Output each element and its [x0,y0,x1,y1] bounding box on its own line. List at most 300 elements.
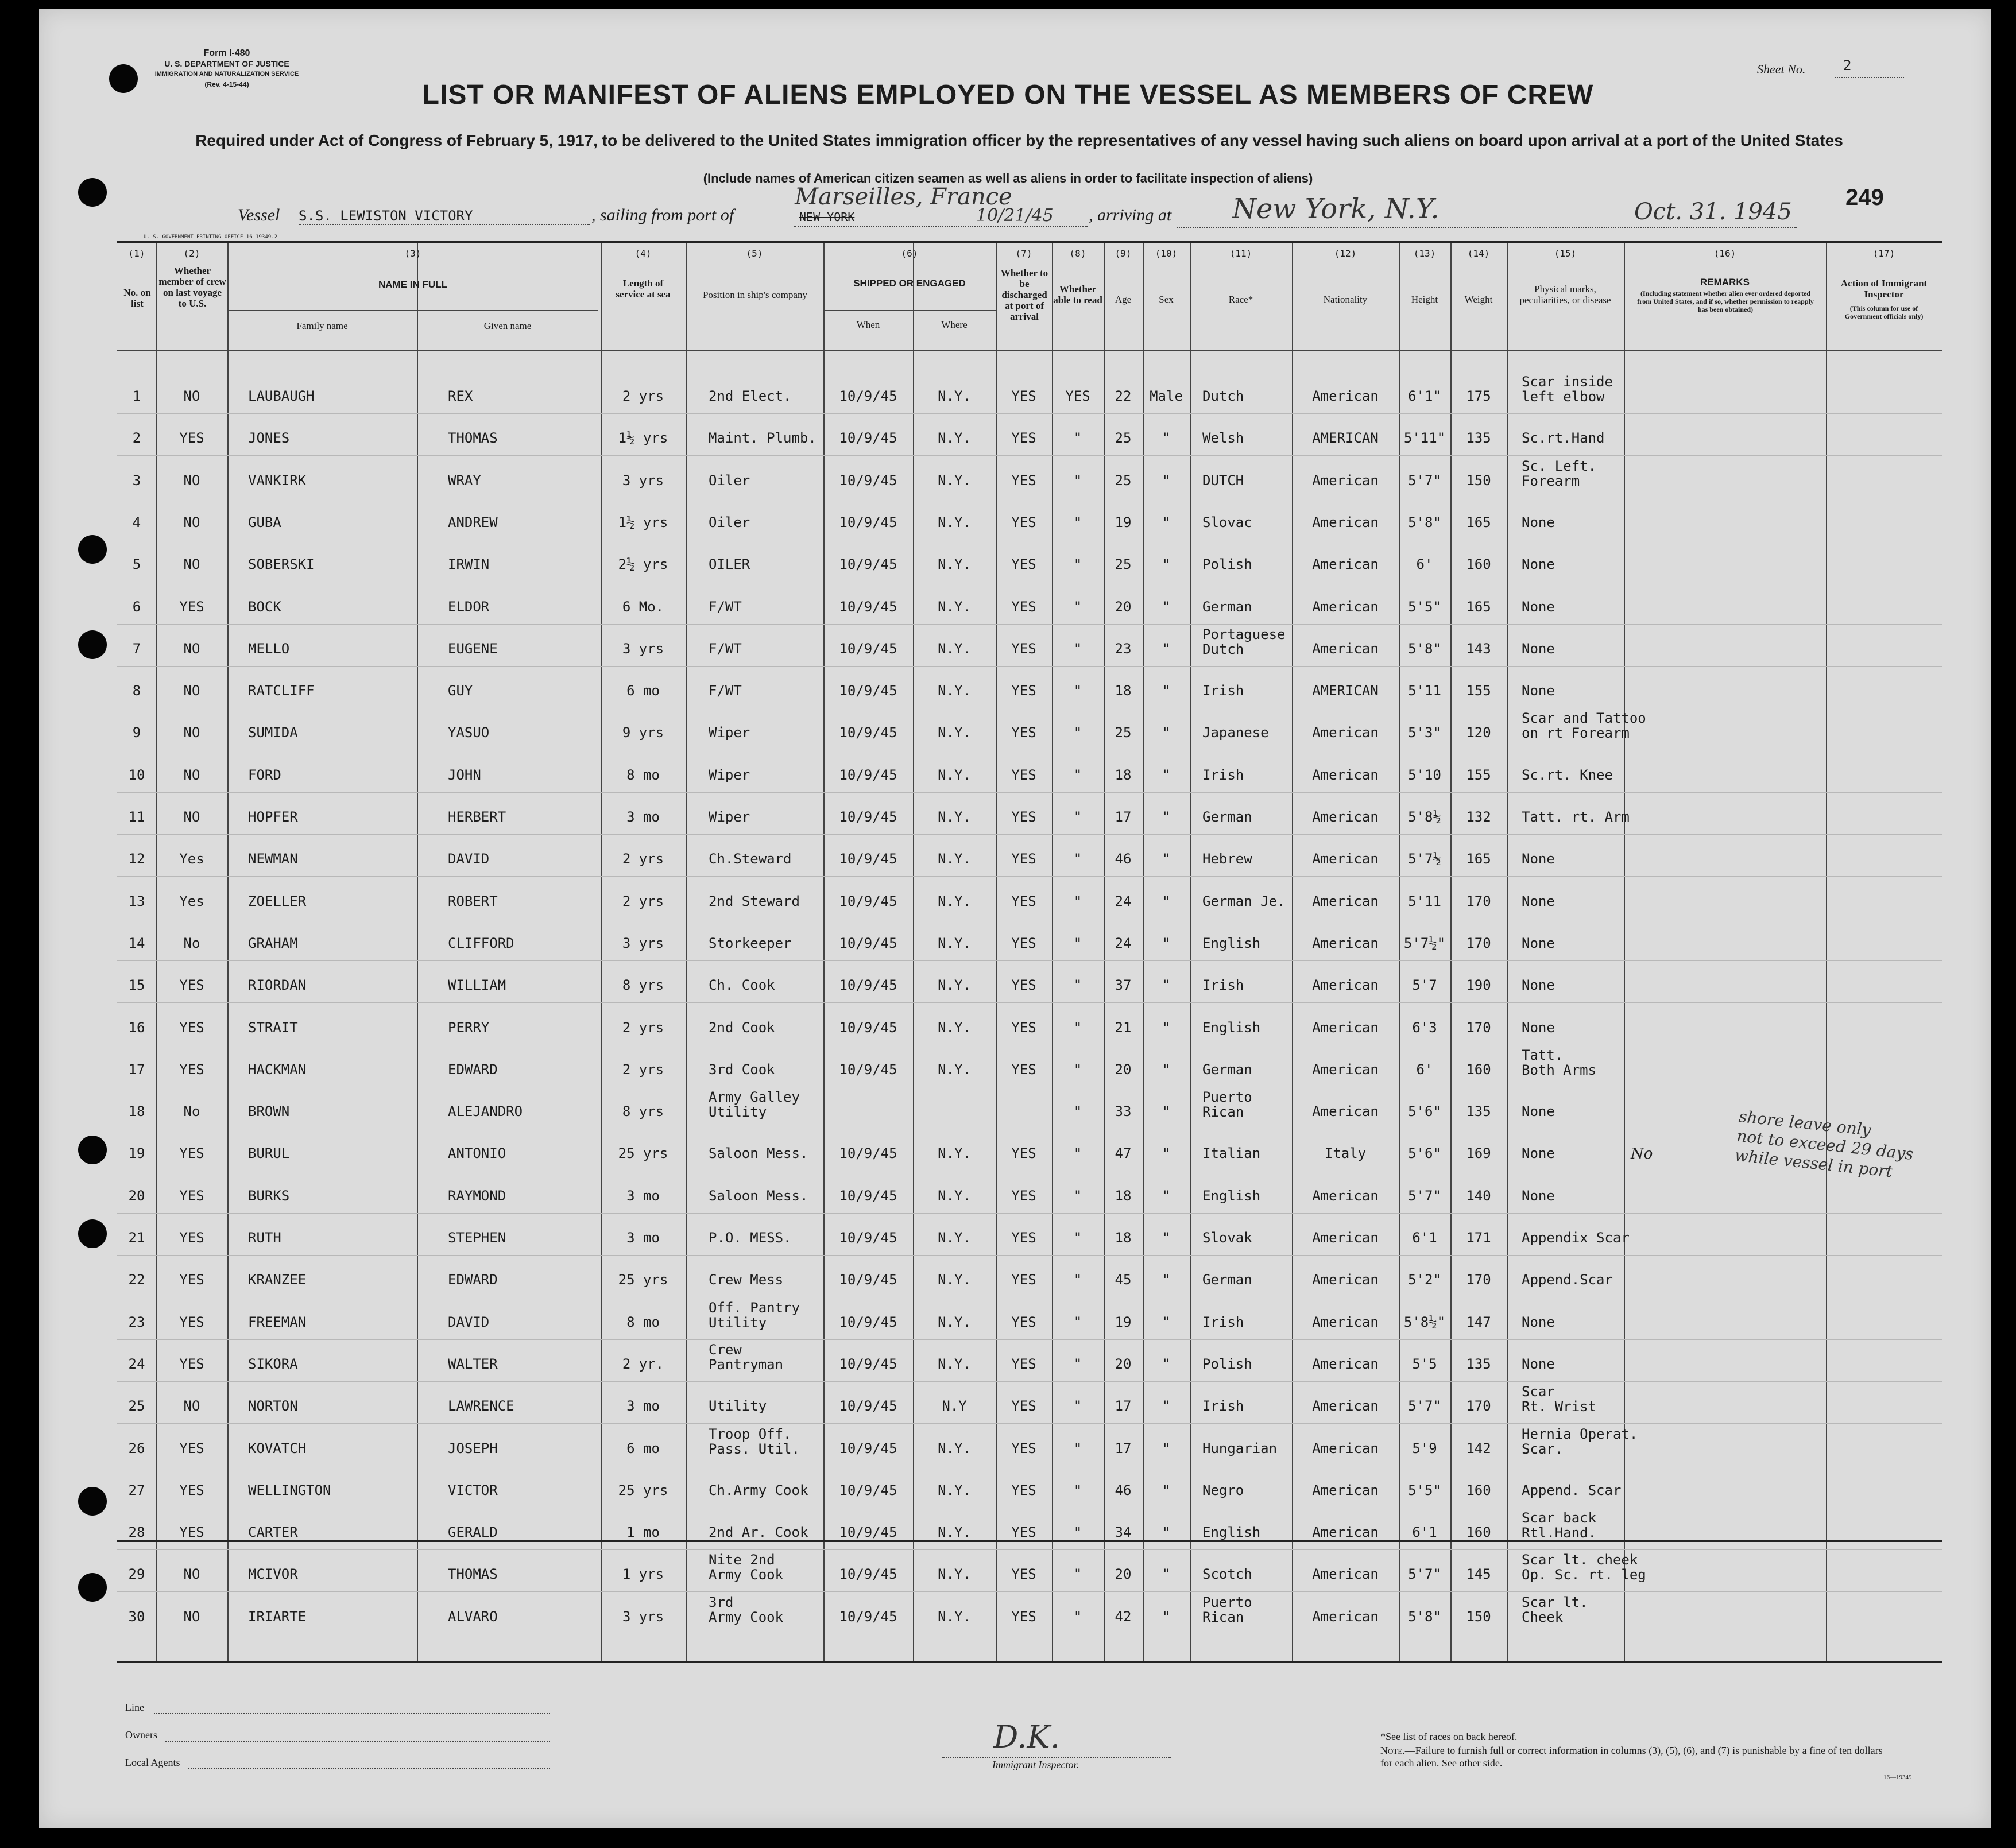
row-27-height: 5'5" [1408,1482,1441,1498]
row-29-where: N.Y. [938,1566,971,1583]
row-27-marks: Append. Scar [1522,1482,1622,1498]
row-6-discharged: YES [1011,598,1036,615]
row-10-family: FORD [248,766,281,783]
row-17-prev: YES [179,1061,204,1078]
row-21-position: P.O. MESS. [709,1230,792,1246]
row-20-nationality: American [1312,1187,1379,1204]
row-21-sex: " [1162,1230,1171,1246]
row-23-age: 19 [1115,1314,1132,1330]
row-6-when: 10/9/45 [839,598,897,615]
row-30-sex: " [1162,1608,1171,1625]
row-13-marks: None [1522,893,1555,909]
row-2-sex: " [1162,430,1171,447]
col3a-header: Family name [296,320,348,331]
row-29-weight: 145 [1466,1566,1491,1583]
row-29-given: THOMAS [448,1566,498,1583]
row-7-weight: 143 [1466,640,1491,657]
row-7-nationality: American [1312,640,1379,657]
row-25-sex: " [1162,1398,1171,1415]
row-3-given: WRAY [448,472,481,489]
arrival-line [1177,227,1797,228]
row-20-discharged: YES [1011,1187,1036,1204]
row-6-race: German [1202,598,1252,615]
row-26-family: KOVATCH [248,1440,307,1456]
row-4-race: Slovac [1202,514,1252,530]
penalty-note-label: Note. [1380,1745,1405,1756]
col13-number: (13) [1413,248,1436,259]
row-27-service: 25 yrs [618,1482,668,1498]
row-5-position: OILER [709,556,750,573]
row-1-where: N.Y. [938,388,971,404]
row-4-discharged: YES [1011,514,1036,530]
row-14-nationality: American [1312,935,1379,951]
row-4-height: 5'8" [1408,514,1441,530]
row-12-when: 10/9/45 [839,851,897,867]
row-3-weight: 150 [1466,472,1491,489]
arrival-port-handwritten: New York, N.Y. [1232,193,1440,225]
row-27-discharged: YES [1011,1482,1036,1498]
row-3-marks: Sc. Left. Forearm [1522,458,1597,489]
row-24-height: 5'5 [1412,1355,1437,1372]
row-19-sex: " [1162,1145,1171,1162]
row-9-position: Wiper [709,725,750,741]
row-9-height: 5'3" [1408,725,1441,741]
row-10-prev: NO [183,766,200,783]
row-29-no: 29 [128,1566,145,1583]
row-29-race: Scotch [1202,1566,1252,1583]
row-10-given: JOHN [448,766,481,783]
row-28-discharged: YES [1011,1524,1036,1541]
row-7-marks: None [1522,640,1555,657]
row-6-marks: None [1522,598,1555,615]
col12-header: Nationality [1323,294,1368,305]
col8-header: Whether able to read [1053,284,1102,305]
row-2-marks: Sc.rt.Hand [1522,430,1605,447]
row-16-prev: YES [179,1019,204,1036]
arriving-label: , arriving at [1089,206,1172,224]
row-26-where: N.Y. [938,1440,971,1456]
row-6-read: " [1073,598,1082,615]
col2-number: (2) [183,248,200,259]
row-5-where: N.Y. [938,556,971,573]
row-17-no: 17 [128,1061,145,1078]
row-25-where: N.Y [942,1398,967,1415]
row-23-when: 10/9/45 [839,1314,897,1330]
row-23-discharged: YES [1011,1314,1036,1330]
row-11-nationality: American [1312,809,1379,825]
page-subtitle: Required under Act of Congress of February 5, 1917, to be delivered to the United States immigration officer by the representatives of any vessel having such aliens on board upon arrival at a port of the United States [195,131,1843,149]
local-agents-field [188,1768,550,1769]
row-7-race: Portaguese Dutch [1202,626,1286,657]
col3-number: (3) [404,248,421,259]
row-6-age: 20 [1115,598,1132,615]
row-10-position: Wiper [709,766,750,783]
row-14-race: English [1202,935,1261,951]
row-8-height: 5'11 [1408,683,1441,699]
row-19-prev: YES [179,1145,204,1162]
row-24-no: 24 [128,1355,145,1372]
row-26-position: Troop Off. Pass. Util. [709,1425,800,1457]
row-19-no: 19 [128,1145,145,1162]
row-25-discharged: YES [1011,1398,1036,1415]
row-14-service: 3 yrs [622,935,664,951]
row-21-when: 10/9/45 [839,1230,897,1246]
row-24-where: N.Y. [938,1355,971,1372]
row-22-prev: YES [179,1272,204,1288]
row-21-family: RUTH [248,1230,281,1246]
row-15-given: WILLIAM [448,977,506,994]
col15-number: (15) [1554,248,1577,259]
row-7-when: 10/9/45 [839,640,897,657]
row-10-marks: Sc.rt. Knee [1522,766,1613,783]
row-8-race: Irish [1202,683,1244,699]
row-7-age: 23 [1115,640,1132,657]
row-26-service: 6 mo [626,1440,660,1456]
row-24-weight: 135 [1466,1355,1491,1372]
col17-number: (17) [1872,248,1895,259]
row-16-when: 10/9/45 [839,1019,897,1036]
row-16-position: 2nd Cook [709,1019,775,1036]
row-30-read: " [1073,1608,1082,1625]
row-10-nationality: American [1312,766,1379,783]
row-10-weight: 155 [1466,766,1491,783]
row-1-family: LAUBAUGH [248,388,315,404]
row-6-prev: YES [179,598,204,615]
row-8-family: RATCLIFF [248,683,315,699]
row-13-nationality: American [1312,893,1379,909]
row-11-read: " [1073,809,1082,825]
row-26-race: Hungarian [1202,1440,1278,1456]
row-11-weight: 132 [1466,809,1491,825]
col11-number: (11) [1229,248,1252,259]
row-30-no: 30 [128,1608,145,1625]
row-23-sex: " [1162,1314,1171,1330]
row-17-race: German [1202,1061,1252,1078]
col1-number: (1) [128,248,145,259]
row-1-race: Dutch [1202,388,1244,404]
row-18-no: 18 [128,1103,145,1120]
row-28-marks: Scar back Rtl.Hand. [1522,1510,1597,1541]
row-30-discharged: YES [1011,1608,1036,1625]
port-handwritten: Marseilles, France [795,184,1012,210]
col6b-header: Where [941,319,968,330]
inclusion-note: (Include names of American citizen seamen as well as aliens in order to facilitate inspection of aliens) [703,171,1313,185]
row-9-where: N.Y. [938,725,971,741]
row-24-race: Polish [1202,1355,1252,1372]
row-10-height: 5'10 [1408,766,1441,783]
row-25-service: 3 mo [626,1398,660,1415]
row-5-read: " [1073,556,1082,573]
row-18-weight: 135 [1466,1103,1491,1120]
row-26-weight: 142 [1466,1440,1491,1456]
row-6-position: F/WT [709,598,742,615]
row-20-marks: None [1522,1187,1555,1204]
row-23-height: 5'8½" [1403,1314,1446,1330]
row-26-given: JOSEPH [448,1440,498,1456]
row-19-given: ANTONIO [448,1145,506,1162]
row-24-nationality: American [1312,1355,1379,1372]
form-number: Form I-480 [203,48,250,58]
row-4-sex: " [1162,514,1171,530]
row-27-no: 27 [128,1482,145,1498]
row-11-age: 17 [1115,809,1132,825]
row-28-weight: 160 [1466,1524,1491,1541]
row-6-where: N.Y. [938,598,971,615]
row-18-age: 33 [1115,1103,1132,1120]
row-7-read: " [1073,640,1082,657]
row-14-where: N.Y. [938,935,971,951]
row-22-service: 25 yrs [618,1272,668,1288]
row-27-when: 10/9/45 [839,1482,897,1498]
row-11-no: 11 [128,809,145,825]
row-5-nationality: American [1312,556,1379,573]
row-20-position: Saloon Mess. [709,1187,808,1204]
row-22-race: German [1202,1272,1252,1288]
sheet-number-line [1835,77,1904,78]
row-30-position: 3rd Army Cook [709,1594,784,1625]
row-8-sex: " [1162,683,1171,699]
row-19-weight: 169 [1466,1145,1491,1162]
row-5-when: 10/9/45 [839,556,897,573]
row-2-given: THOMAS [448,430,498,447]
row-19-read: " [1073,1145,1082,1162]
row-24-sex: " [1162,1355,1171,1372]
row-4-when: 10/9/45 [839,514,897,530]
row-28-nationality: American [1312,1524,1379,1541]
row-25-when: 10/9/45 [839,1398,897,1415]
sailing-date-handwritten: 10/21/45 [976,206,1054,226]
row-rule [117,834,1942,835]
row-8-service: 6 mo [626,683,660,699]
row-20-when: 10/9/45 [839,1187,897,1204]
row-rule [117,960,1942,961]
row-21-service: 3 mo [626,1230,660,1246]
row-12-no: 12 [128,851,145,867]
row-13-position: 2nd Steward [709,893,800,909]
row-3-age: 25 [1115,472,1132,489]
row-3-discharged: YES [1011,472,1036,489]
row-12-nationality: American [1312,851,1379,867]
row-5-service: 2½ yrs [618,556,668,573]
row-18-race: Puerto Rican [1202,1089,1252,1121]
row-16-age: 21 [1115,1019,1132,1036]
row-30-when: 10/9/45 [839,1608,897,1625]
page-title: LIST OR MANIFEST OF ALIENS EMPLOYED ON THE VESSEL AS MEMBERS OF CREW [422,80,1594,110]
row-23-family: FREEMAN [248,1314,307,1330]
row-19-height: 5'6" [1408,1145,1441,1162]
row-20-weight: 140 [1466,1187,1491,1204]
row-13-race: German Je. [1202,893,1286,909]
row-8-discharged: YES [1011,683,1036,699]
row-29-sex: " [1162,1566,1171,1583]
row-rule [117,1002,1942,1003]
row-16-discharged: YES [1011,1019,1036,1036]
row-11-given: HERBERT [448,809,506,825]
row-18-nationality: American [1312,1103,1379,1120]
row-12-prev: Yes [179,851,204,867]
row-29-when: 10/9/45 [839,1566,897,1583]
row-12-position: Ch.Steward [709,851,792,867]
row-4-prev: NO [183,514,200,530]
row-25-family: NORTON [248,1398,298,1415]
row-18-given: ALEJANDRO [448,1103,523,1120]
row-3-family: VANKIRK [248,472,307,489]
row-2-service: 1½ yrs [618,430,668,447]
row-15-family: RIORDAN [248,977,307,994]
row-7-where: N.Y. [938,640,971,657]
row-14-no: 14 [128,935,145,951]
print-code: 16—19349 [1883,1774,1912,1781]
row-17-height: 6' [1416,1061,1433,1078]
shore-leave-note: shore leave only not to exceed 29 days while vessel in port [1733,1107,1915,1181]
row-22-where: N.Y. [938,1272,971,1288]
row-2-nationality: AMERICAN [1312,430,1379,447]
row-2-when: 10/9/45 [839,430,897,447]
row-1-service: 2 yrs [622,388,664,404]
row-7-sex: " [1162,640,1171,657]
row-30-nationality: American [1312,1608,1379,1625]
row-27-sex: " [1162,1482,1171,1498]
row-19-discharged: YES [1011,1145,1036,1162]
col16-number: (16) [1713,248,1736,259]
col8-number: (8) [1069,248,1086,259]
row-21-race: Slovak [1202,1230,1252,1246]
row-15-prev: YES [179,977,204,994]
row-20-where: N.Y. [938,1187,971,1204]
col2-header: Whether member of crew on last voyage to U.S. [158,265,226,309]
row-25-weight: 170 [1466,1398,1491,1415]
row-14-marks: None [1522,935,1555,951]
row-25-age: 17 [1115,1398,1132,1415]
row-16-nationality: American [1312,1019,1379,1036]
row-17-nationality: American [1312,1061,1379,1078]
col3b-header: Given name [483,320,532,331]
row-23-service: 8 mo [626,1314,660,1330]
row-6-height: 5'5" [1408,598,1441,615]
row-22-discharged: YES [1011,1272,1036,1288]
row-7-given: EUGENE [448,640,498,657]
row-25-position: Utility [709,1398,767,1415]
line-label: Line [125,1702,144,1713]
row-9-marks: Scar and Tattoo on rt Forearm [1522,710,1646,742]
row-26-prev: YES [179,1440,204,1456]
row-16-marks: None [1522,1019,1555,1036]
owners-field [165,1741,550,1742]
row-23-where: N.Y. [938,1314,971,1330]
row-3-prev: NO [183,472,200,489]
owners-label: Owners [125,1729,157,1741]
row-22-sex: " [1162,1272,1171,1288]
row-14-prev: No [183,935,200,951]
row-21-read: " [1073,1230,1082,1246]
row-11-service: 3 mo [626,809,660,825]
row-19-position: Saloon Mess. [709,1145,808,1162]
row-14-discharged: YES [1011,935,1036,951]
row-2-height: 5'11" [1403,430,1446,447]
row-1-position: 2nd Elect. [709,388,792,404]
row-21-weight: 171 [1466,1230,1491,1246]
row-16-race: English [1202,1019,1261,1036]
col5-number: (5) [746,248,763,259]
row-17-marks: Tatt. Both Arms [1522,1047,1597,1078]
col15-header: Physical marks, peculiarities, or disease [1519,284,1611,305]
row-20-service: 3 mo [626,1187,660,1204]
row-21-where: N.Y. [938,1230,971,1246]
row-16-where: N.Y. [938,1019,971,1036]
punch-hole [78,1573,107,1602]
row-22-given: EDWARD [448,1272,498,1288]
row-9-sex: " [1162,725,1171,741]
row-27-read: " [1073,1482,1082,1498]
row-1-age: 22 [1115,388,1132,404]
row-15-no: 15 [128,977,145,994]
col10-header: Sex [1159,294,1174,305]
row-2-discharged: YES [1011,430,1036,447]
row-8-no: 8 [132,683,141,699]
row-29-family: MCIVOR [248,1566,298,1583]
row-30-prev: NO [183,1608,200,1625]
row-26-height: 5'9 [1412,1440,1437,1456]
sheet-number: 2 [1843,57,1852,73]
row-15-race: Irish [1202,977,1244,994]
row-17-where: N.Y. [938,1061,971,1078]
row-6-family: BOCK [248,598,281,615]
row-15-weight: 190 [1466,977,1491,994]
row-4-weight: 165 [1466,514,1491,530]
row-20-no: 20 [128,1187,145,1204]
row-12-discharged: YES [1011,851,1036,867]
row-20-family: BURKS [248,1187,290,1204]
row-7-height: 5'8" [1408,640,1441,657]
row-17-service: 2 yrs [622,1061,664,1078]
row-20-race: English [1202,1187,1261,1204]
row-11-marks: Tatt. rt. Arm [1522,809,1630,825]
col14-number: (14) [1467,248,1490,259]
row-28-service: 1 mo [626,1524,660,1541]
form-edition: (Rev. 4-15-44) [204,80,249,88]
row-25-read: " [1073,1398,1082,1415]
row-14-when: 10/9/45 [839,935,897,951]
row-25-prev: NO [183,1398,200,1415]
row-18-read: " [1073,1103,1082,1120]
row-29-prev: NO [183,1566,200,1583]
row-27-family: WELLINGTON [248,1482,331,1498]
row-19-nationality: Italy [1324,1145,1367,1162]
printer-mark: U. S. GOVERNMENT PRINTING OFFICE 16—19349-2 [144,234,277,240]
row-5-prev: NO [183,556,200,573]
row-2-read: " [1073,430,1082,447]
row-16-read: " [1073,1019,1082,1036]
row-17-read: " [1073,1061,1082,1078]
row-26-sex: " [1162,1440,1171,1456]
row-30-family: IRIARTE [248,1608,307,1625]
row-23-read: " [1073,1314,1082,1330]
row-14-position: Storkeeper [709,935,792,951]
row-8-where: N.Y. [938,683,971,699]
row-rule [117,455,1942,456]
row-7-discharged: YES [1011,640,1036,657]
row-2-weight: 135 [1466,430,1491,447]
row-rule [117,1339,1942,1340]
row-11-discharged: YES [1011,809,1036,825]
row-29-read: " [1073,1566,1082,1583]
col13-header: Height [1411,294,1438,305]
row-13-no: 13 [128,893,145,909]
row-11-race: German [1202,809,1252,825]
row-rule [117,413,1942,414]
col6-header: SHIPPED OR ENGAGED [853,278,966,289]
row-25-nationality: American [1312,1398,1379,1415]
